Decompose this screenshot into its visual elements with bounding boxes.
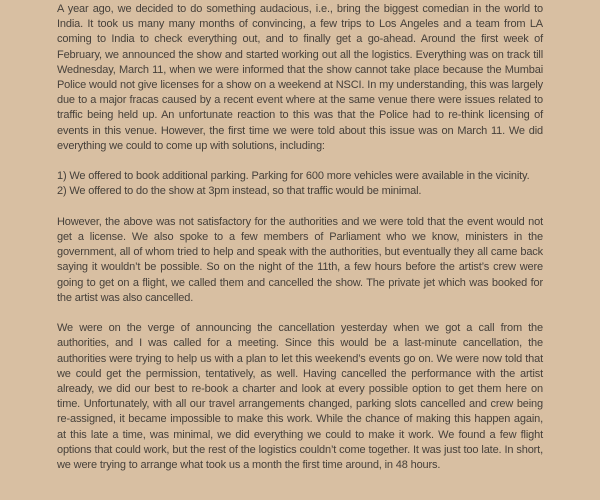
paragraph-authorities: However, the above was not satisfactory for the authorities and we were told that the event would not get a license. We also spoke to a few members of Parliament who we know, ministers in the government, all of whom tried to help and speak with the authorities, but eventually they all came back saying it wouldn’t be possible. So on the night of the 11th, a few hours before the artist’s crew were going to get on a flight, we called them and cancelled the show. The private jet which was booked for the artist was also cancelled.: [57, 215, 543, 304]
solutions-list: [57, 169, 543, 199]
statement-document: [57, 2, 543, 473]
solutions-list-item-2: 2) We offered to do the show at 3pm instead, so that traffic would be minimal.: [57, 185, 422, 198]
paragraph-cancellation: We were on the verge of announcing the cancellation yesterday when we got a call from the authorities, and I was called for a meeting. Since this would be a last-minute cancellation, the authorities were trying to help us with a plan to let this weekend’s events go on. We were now told that we could get the permission, tentatively, as well. Having cancelled the performance with the artist already, we did our best to re-book a charter and look at every possible option to get them here on time. Unfortunately, with all our travel arrangements changed, parking slots cancelled and crew being re-assigned, it became impossible to make this work. While the chance of making this happen again, at this late a time, was minimal, we did everything we could to make it work. We found a few flight options that could work, but the rest of the logistics couldn’t come together. It was just too late. In short, we were trying to arrange what took us a month the first time around, in 48 hours.: [57, 322, 543, 472]
solutions-list-item-1: 1) We offered to book additional parking. Parking for 600 more vehicles were available in the vicinity.: [57, 170, 530, 183]
paragraph-intro: A year ago, we decided to do something audacious, i.e., bring the biggest comedian in the world to India. It took us many many months of convincing, a few trips to Los Angeles and a team from LA coming to India to check everything out, and to finally get a go-ahead. Around the first week of February, we announced the show and started working out all the logistics. Everything was on track till Wednesday, March 11, when we were informed that the show cannot take place because the Mumbai Police would not give licenses for a show on a weekend at NSCI. In my understanding, this was largely due to a major fracas caused by a recent event where at the same venue there were issues related to traffic being held up. An unfortunate reaction to this was that the Police had to re-think licensing of events in this venue. However, the first time we were told about this issue was on March 11. We did everything we could to come up with solutions, including:: [57, 3, 543, 152]
